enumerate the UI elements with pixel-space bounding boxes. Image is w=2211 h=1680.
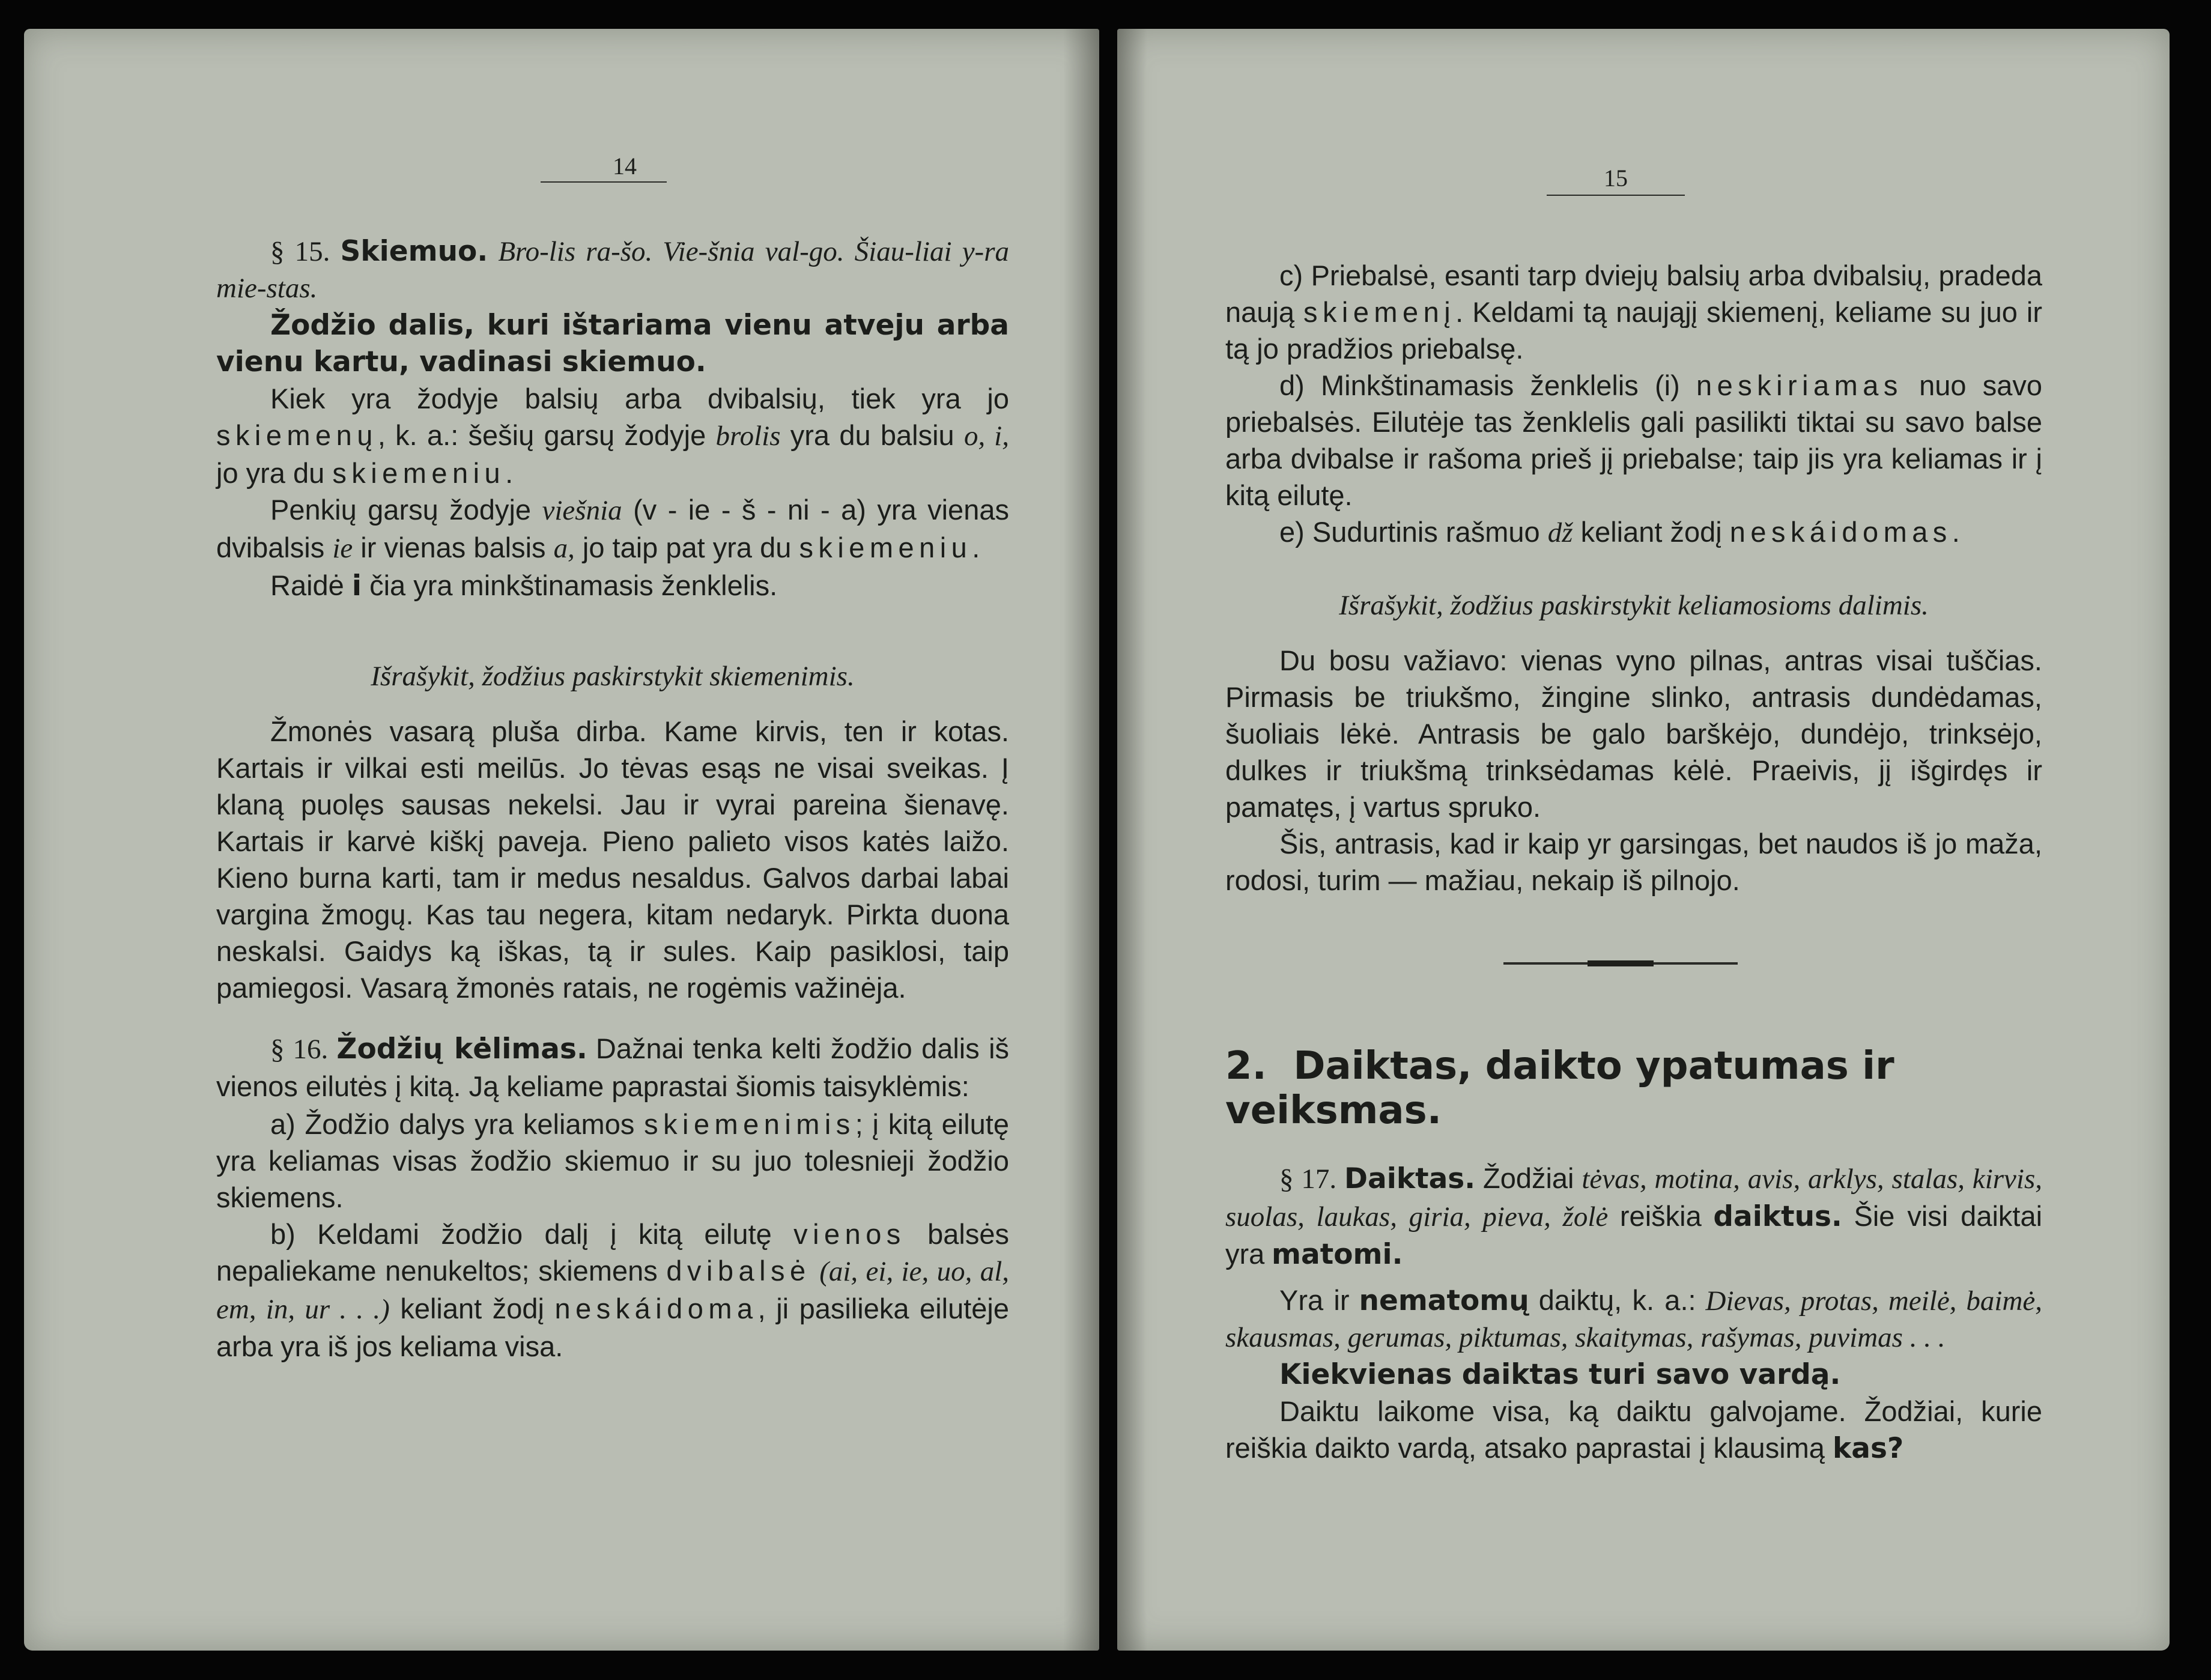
spaced-term: dvibalsė [666, 1255, 811, 1287]
spaced-term: skiemenų [216, 419, 378, 451]
text-run: keliant žodį [1580, 516, 1722, 548]
text-run: čia yra minkštinamasis ženklelis. [369, 569, 778, 601]
text-run: c) Priebalsė, esanti tarp dviejų balsių arba dvibalsių, pradeda naują [1225, 259, 2042, 328]
text-run: Žodžiai [1482, 1162, 1574, 1194]
page-number-right: 15 [1604, 165, 1628, 192]
rule-e: e) Sudurtinis rašmuo dž keliant žodį neskáidomas. [1279, 516, 1960, 548]
page-number-left: 14 [613, 153, 637, 180]
spaced-term: vienos [793, 1218, 906, 1250]
text-run: Penkių garsų žodyje [270, 494, 532, 526]
chapter-number: 2. [1225, 1044, 1267, 1088]
page-number-rule [1547, 195, 1685, 196]
text-run: a) Žodžio dalys yra keliamos [270, 1108, 635, 1140]
italic-word: dž [1547, 517, 1573, 548]
exercise-text: Šis, antrasis, kad ir kaip yr garsingas, bet naudos iš jo maža, rodosi, turim — mažiau, nekaip iš pilnojo. [1225, 828, 2042, 896]
text-run: b) Keldami žodžio dalį į kitą eilutę [270, 1218, 772, 1250]
example-text: Bro-lis ra-šo. Vie-šnia val-go. [498, 236, 845, 267]
section-16 [216, 1030, 1009, 1106]
text-run: Raidė [270, 569, 344, 601]
text-run: daiktų, k. a.: [1538, 1284, 1696, 1316]
section-number: § 16. [270, 1034, 329, 1065]
text-run: jo taip pat yra du [582, 532, 792, 563]
paragraph [1225, 1393, 2042, 1467]
text-run: reiškia [1619, 1200, 1702, 1232]
exercise-instruction: Išrašykit, žodžius paskirstykit keliamosioms dalimis. [1339, 590, 1929, 621]
text-run: balsės nepaliekame nenukeltos; skiemens [216, 1218, 1009, 1287]
italic-word: tėvas, motina, avis, arklys, stalas, kirvis, suolas, laukas, giria, pieva, žolė [1225, 1163, 2043, 1233]
chapter-heading [1225, 1044, 2042, 1133]
paragraph [216, 567, 1009, 604]
bold-term: matomi. [1272, 1238, 1403, 1271]
italic-word: ie [332, 533, 353, 564]
text-run: nuo savo priebalsės. Eilutėje tas ženklelis gali pasilikti tiktai su savo balse arba dvibalse ir rašoma prieš jį priebalse; taip jis yra keliamas ir į kitą eilutę. [1225, 369, 2042, 511]
exercise-instruction: Išrašykit, žodžius paskirstykit skiemenimis. [371, 661, 855, 692]
spacer [216, 604, 1009, 658]
right-text-column [1225, 257, 2042, 899]
section-15-heading [216, 233, 1009, 307]
page-number-rule [541, 181, 667, 183]
rule-statement: Kiekvienas daiktas turi savo vardą. [1279, 1358, 1841, 1391]
paragraph [1225, 1282, 2042, 1356]
spaced-term: skiemenį [1303, 296, 1456, 328]
section-number: § 15. [270, 236, 330, 267]
bold-term: nematomų [1359, 1284, 1529, 1317]
example-text: Šiau-liai y-ra mie-stas. [216, 236, 1009, 304]
text-run: Kiek yra žodyje balsių arba dvibalsių, tiek yra jo [270, 383, 1009, 414]
exercise-text: Žmonės vasarą pluša dirba. Kame kirvis, ten ir kotas. Kartais ir vilkai esti meilūs. Jo tėvas esąs ne visai sveikas. Į klaną puolęs sausas nekelsi. Jau ir vyrai pareina šienavę. Kartais ir karvė kiškį paveja. Pieno palieto visos katės laižo. Kieno burna karti, tam ir medus nesaldus. Galvos darbai labai vargina žmogų. Kas tau negera, kitam nedaryk. Pirkta duona neskalsi. Gaidys ką iškas, tą ir sules. Kaip pasiklosi, taip pamiegosi. Vasarą žmonės ratais, ne rogėmis važinėja. [216, 715, 1009, 1004]
text-run: . Keldami tą naująjį skiemenį, keliame su juo ir tą jo pradžios priebalsę. [1225, 296, 2042, 365]
text-run: e) Sudurtinis rašmuo [1279, 516, 1540, 548]
section-17 [1225, 1160, 2042, 1273]
spaced-term: neskáidoma [554, 1293, 758, 1324]
italic-word: brolis [715, 420, 781, 452]
rule-d [1225, 367, 2042, 514]
spacer [216, 1006, 1009, 1030]
spacer [1225, 1133, 2042, 1160]
text-run: keliant žodį [400, 1293, 544, 1324]
chapter-title: veiksmas. [1225, 1088, 1442, 1133]
text-run: yra du balsiu [790, 419, 954, 451]
chapter-section [1225, 1044, 2042, 1467]
italic-word: a, [553, 533, 575, 564]
italic-word: viešnia [542, 495, 622, 526]
gutter-shadow [1063, 29, 1099, 1651]
text-run: Daiktu laikome visa, ką daiktu galvojame. Žodžiai, kurie reiškia daikto vardą, atsako paprastai į klausimą [1225, 1395, 2042, 1464]
text-run: (v - ie - š - ni - a) yra vienas dvibalsis [216, 494, 1009, 563]
rule-c [1225, 257, 2042, 367]
text-run: jo yra du [216, 457, 325, 489]
text-run: , k. a.: šešių garsų žodyje [377, 419, 706, 451]
text-run: Yra ir [1279, 1284, 1350, 1316]
spaced-term: skiemeniu [799, 532, 972, 563]
bold-term: kas? [1833, 1432, 1904, 1465]
right-page [1117, 29, 2170, 1651]
paragraph: Kiek yra žodyje balsių arba dvibalsių, tiek yra jo skiemenų, k. a.: šešių garsų žodyje brolis yra du balsiu o, i, jo yra du skiemeniu. [216, 383, 1009, 489]
spacer [1225, 551, 2042, 587]
text-run: Dažnai tenka kelti žodžio dalis iš vienos eilutės į kitą. Ją keliame paprastai šiomis taisyklėmis: [216, 1033, 1010, 1102]
text-run: ir vienas balsis [360, 532, 546, 563]
rule-a [216, 1106, 1009, 1216]
section-number: § 17. [1279, 1163, 1337, 1195]
rule-statement: Žodžio dalis, kuri ištariama vienu atveju arba vienu kartu, vadinasi skiemuo. [216, 309, 1009, 378]
chapter-title: Daiktas, daikto ypatumas ir [1293, 1044, 1894, 1088]
italic-word: o, i, [963, 420, 1009, 452]
section-title: Žodžių kėlimas. [336, 1033, 587, 1066]
bold-term: daiktus. [1713, 1200, 1842, 1233]
spaced-term: skiemeniu [332, 457, 506, 489]
gutter-shadow [1117, 29, 1147, 1651]
ornament-divider-center [1588, 960, 1654, 966]
italic-word: (ai, ei, ie, uo, al, em, in, ur . . .) [216, 1256, 1010, 1325]
spacer [1225, 624, 2042, 642]
text-run: , ji pasilieka eilutėje arba yra iš jos keliama visa. [216, 1293, 1010, 1362]
spaced-term: skiemenimis [644, 1108, 855, 1140]
exercise-text: Du bosu važiavo: vienas vyno pilnas, antras visai tuščias. Pirmasis be triukšmo, žingine slinko, antrasis dundėdamas, šuoliais lėkė. Antrasis be galo barškėjo, dundėjo, trinksėjo, dulkes ir triukšmą trinksėdamas kėlė. Praeivis, jį išgirdęs ir pamatęs, į vartus spruko. [1225, 644, 2042, 823]
bold-letter: i [351, 569, 362, 602]
section-title: Skiemuo. [340, 235, 488, 268]
text-run: ; į kitą eilutę yra keliamas visas žodžio skiemuo ir su juo tolesnieji žodžio skiemens. [216, 1108, 1009, 1213]
text-run: d) Minkštinamasis ženklelis (i) [1279, 369, 1680, 401]
text-run: Šie visi daiktai yra [1225, 1200, 2043, 1270]
section-title: Daiktas. [1344, 1162, 1476, 1195]
italic-word: Dievas, protas, meilė, baimė, skausmas, gerumas, piktumas, skaitymas, rašymas, puvimas . . . [1225, 1285, 2043, 1353]
spacer [216, 695, 1009, 713]
spaced-term: neskiriamas [1696, 369, 1903, 401]
rule-b [216, 1216, 1009, 1365]
spaced-term: neskáidomas [1729, 516, 1952, 548]
paragraph: Penkių garsų žodyje viešnia (v - ie - š - ni - a) yra vienas dvibalsis ie ir vienas balsis a, jo taip pat yra du skiemeniu. [216, 494, 1009, 564]
left-text-column [216, 233, 1009, 1365]
left-page [24, 29, 1099, 1651]
